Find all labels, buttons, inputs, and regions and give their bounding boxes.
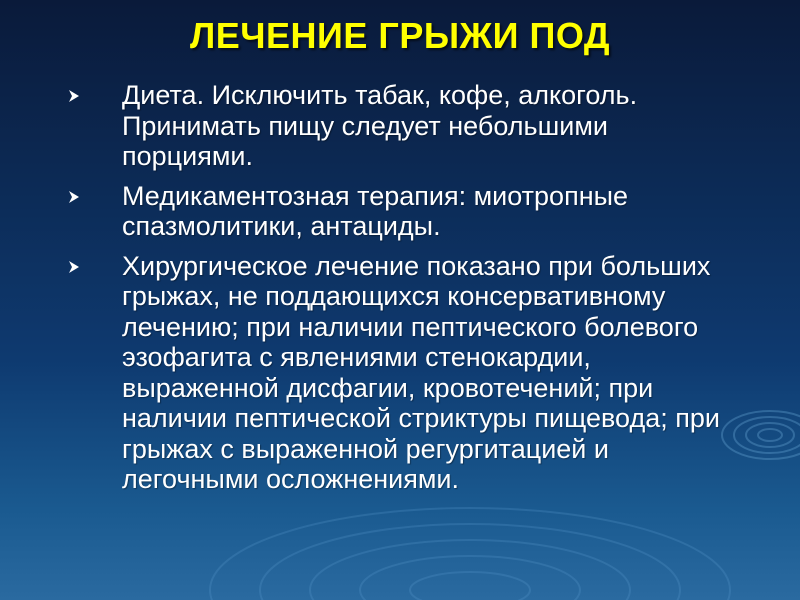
- arrowhead-bullet-icon: [68, 89, 80, 103]
- bullet-item-diet: [68, 80, 728, 172]
- slide-title: ЛЕЧЕНИЕ ГРЫЖИ ПОД: [189, 15, 611, 56]
- bullet-text: Хирургическое лечение показано при больших грыжах, не поддающихся консервативному лечению; при наличии пептического болевого эзофагита с явлениями стенокардии, выраженной дисфагии, кровотечений; при наличии пептической стриктуры пищевода; при грыжах с выраженной регургитацией и легочными осложнениями.: [122, 250, 720, 494]
- arrowhead-bullet-icon: [68, 190, 80, 204]
- arrowhead-bullet-icon: [68, 260, 80, 274]
- bullet-text: Медикаментозная терапия: миотропные спазмолитики, антациды.: [122, 180, 629, 241]
- bullet-item-surgery: [68, 251, 728, 495]
- bullet-list: [68, 80, 728, 504]
- bullet-text: Диета. Исключить табак, кофе, алкоголь. Принимать пищу следует небольшими порциями.: [122, 80, 638, 171]
- bullet-item-medication: [68, 181, 728, 242]
